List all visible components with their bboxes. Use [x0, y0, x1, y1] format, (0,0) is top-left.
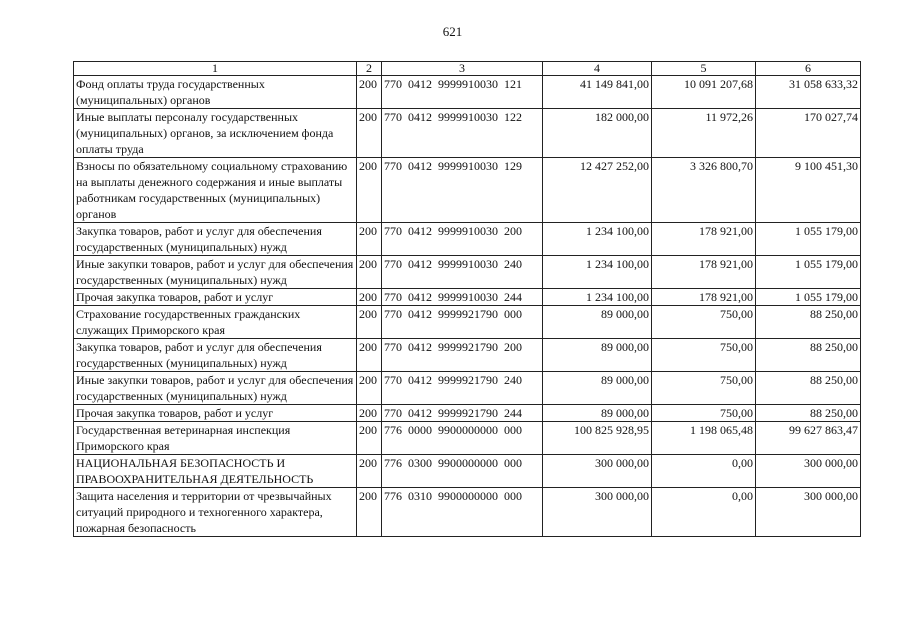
row-executed-amount: 11 972,26	[652, 109, 756, 158]
column-header: 4	[543, 62, 652, 76]
row-classification-code: 776 0000 9900000000 000	[382, 422, 543, 455]
row-classification-code: 770 0412 9999921790 244	[382, 405, 543, 422]
row-approved-amount: 300 000,00	[543, 455, 652, 488]
row-name: Прочая закупка товаров, работ и услуг	[74, 405, 357, 422]
row-approved-amount: 100 825 928,95	[543, 422, 652, 455]
table-row	[74, 339, 861, 372]
row-classification-code: 770 0412 9999921790 000	[382, 306, 543, 339]
row-sub-code: 200	[357, 223, 382, 256]
row-approved-amount: 89 000,00	[543, 339, 652, 372]
row-approved-amount: 89 000,00	[543, 306, 652, 339]
row-name: НАЦИОНАЛЬНАЯ БЕЗОПАСНОСТЬ И ПРАВООХРАНИТЕЛЬНАЯ ДЕЯТЕЛЬНОСТЬ	[74, 455, 357, 488]
row-classification-code: 770 0412 9999910030 122	[382, 109, 543, 158]
table-row	[74, 488, 861, 537]
row-sub-code: 200	[357, 306, 382, 339]
column-header: 5	[652, 62, 756, 76]
row-remaining-amount: 9 100 451,30	[756, 158, 861, 223]
row-remaining-amount: 1 055 179,00	[756, 223, 861, 256]
row-approved-amount: 1 234 100,00	[543, 289, 652, 306]
table-row	[74, 76, 861, 109]
row-classification-code: 770 0412 9999921790 240	[382, 372, 543, 405]
column-header: 1	[74, 62, 357, 76]
row-classification-code: 770 0412 9999910030 121	[382, 76, 543, 109]
table-row	[74, 455, 861, 488]
column-header: 2	[357, 62, 382, 76]
table-row	[74, 109, 861, 158]
row-executed-amount: 0,00	[652, 488, 756, 537]
row-sub-code: 200	[357, 405, 382, 422]
row-name: Фонд оплаты труда государственных (муниципальных) органов	[74, 76, 357, 109]
row-executed-amount: 750,00	[652, 306, 756, 339]
row-sub-code: 200	[357, 339, 382, 372]
row-remaining-amount: 99 627 863,47	[756, 422, 861, 455]
table-row	[74, 372, 861, 405]
row-approved-amount: 1 234 100,00	[543, 223, 652, 256]
row-sub-code: 200	[357, 256, 382, 289]
row-classification-code: 770 0412 9999910030 129	[382, 158, 543, 223]
row-remaining-amount: 88 250,00	[756, 405, 861, 422]
row-name: Государственная ветеринарная инспекция Приморского края	[74, 422, 357, 455]
row-executed-amount: 750,00	[652, 405, 756, 422]
column-number-row	[74, 62, 861, 76]
row-remaining-amount: 170 027,74	[756, 109, 861, 158]
budget-table	[73, 61, 861, 537]
row-sub-code: 200	[357, 109, 382, 158]
row-remaining-amount: 300 000,00	[756, 455, 861, 488]
table-row	[74, 405, 861, 422]
row-classification-code: 770 0412 9999910030 240	[382, 256, 543, 289]
row-sub-code: 200	[357, 422, 382, 455]
row-sub-code: 200	[357, 488, 382, 537]
page-number: 621	[442, 24, 463, 39]
row-executed-amount: 178 921,00	[652, 289, 756, 306]
table-row	[74, 422, 861, 455]
row-sub-code: 200	[357, 372, 382, 405]
table-row	[74, 256, 861, 289]
row-name: Взносы по обязательному социальному страхованию на выплаты денежного содержания и иные выплаты работникам государственных (муниципальных) органов	[74, 158, 357, 223]
row-remaining-amount: 88 250,00	[756, 306, 861, 339]
row-name: Закупка товаров, работ и услуг для обеспечения государственных (муниципальных) нужд	[74, 339, 357, 372]
row-name: Защита населения и территории от чрезвычайных ситуаций природного и техногенного характера, пожарная безопасность	[74, 488, 357, 537]
row-name: Иные закупки товаров, работ и услуг для обеспечения государственных (муниципальных) нужд	[74, 372, 357, 405]
column-header: 6	[756, 62, 861, 76]
row-classification-code: 776 0300 9900000000 000	[382, 455, 543, 488]
row-remaining-amount: 31 058 633,32	[756, 76, 861, 109]
row-approved-amount: 300 000,00	[543, 488, 652, 537]
row-name: Страхование государственных гражданских служащих Приморского края	[74, 306, 357, 339]
row-classification-code: 770 0412 9999910030 200	[382, 223, 543, 256]
column-header: 3	[382, 62, 543, 76]
row-remaining-amount: 88 250,00	[756, 339, 861, 372]
row-approved-amount: 41 149 841,00	[543, 76, 652, 109]
row-sub-code: 200	[357, 158, 382, 223]
row-remaining-amount: 88 250,00	[756, 372, 861, 405]
row-approved-amount: 89 000,00	[543, 372, 652, 405]
row-approved-amount: 1 234 100,00	[543, 256, 652, 289]
row-name: Иные выплаты персоналу государственных (муниципальных) органов, за исключением фонда оплаты труда	[74, 109, 357, 158]
row-sub-code: 200	[357, 76, 382, 109]
row-approved-amount: 12 427 252,00	[543, 158, 652, 223]
row-remaining-amount: 1 055 179,00	[756, 256, 861, 289]
row-remaining-amount: 300 000,00	[756, 488, 861, 537]
row-classification-code: 770 0412 9999910030 244	[382, 289, 543, 306]
row-approved-amount: 89 000,00	[543, 405, 652, 422]
row-executed-amount: 750,00	[652, 339, 756, 372]
row-executed-amount: 178 921,00	[652, 256, 756, 289]
row-classification-code: 776 0310 9900000000 000	[382, 488, 543, 537]
row-remaining-amount: 1 055 179,00	[756, 289, 861, 306]
table-row	[74, 306, 861, 339]
table-row	[74, 223, 861, 256]
row-name: Закупка товаров, работ и услуг для обеспечения государственных (муниципальных) нужд	[74, 223, 357, 256]
row-sub-code: 200	[357, 455, 382, 488]
row-sub-code: 200	[357, 289, 382, 306]
row-executed-amount: 3 326 800,70	[652, 158, 756, 223]
row-executed-amount: 10 091 207,68	[652, 76, 756, 109]
row-classification-code: 770 0412 9999921790 200	[382, 339, 543, 372]
row-executed-amount: 750,00	[652, 372, 756, 405]
table-row	[74, 289, 861, 306]
row-executed-amount: 1 198 065,48	[652, 422, 756, 455]
row-name: Иные закупки товаров, работ и услуг для обеспечения государственных (муниципальных) нужд	[74, 256, 357, 289]
row-executed-amount: 0,00	[652, 455, 756, 488]
table-row	[74, 158, 861, 223]
row-name: Прочая закупка товаров, работ и услуг	[74, 289, 357, 306]
row-executed-amount: 178 921,00	[652, 223, 756, 256]
row-approved-amount: 182 000,00	[543, 109, 652, 158]
